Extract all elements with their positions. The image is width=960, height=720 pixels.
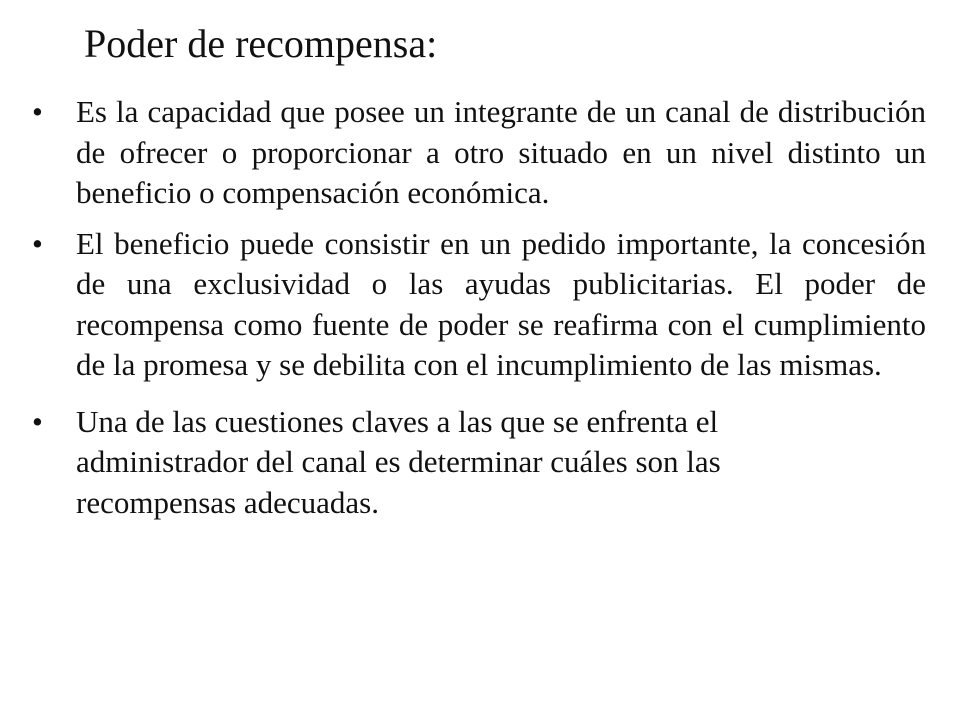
bullet-dot-icon: • bbox=[32, 403, 43, 439]
bullet-item bbox=[28, 402, 836, 524]
slide-title: Poder de recompensa: bbox=[84, 21, 438, 66]
bullet-text: El beneficio puede consistir en un pedido importante, la concesión de una exclusividad o las ayudas publicitarias. El poder de recompensa como fuente de poder se reafirma con el cumplimiento de la promesa y se debilita con el incumplimiento de las mismas. bbox=[76, 225, 926, 382]
bullet-dot-icon: • bbox=[32, 225, 43, 261]
bullet-text: Una de las cuestiones claves a las que se enfrenta el administrador del canal es determinar cuáles son las recompensas adecuadas. bbox=[76, 403, 721, 520]
bullet-item bbox=[28, 92, 926, 214]
bullet-dot-icon: • bbox=[32, 94, 43, 129]
bullet-item bbox=[28, 224, 926, 386]
bullet-list bbox=[28, 92, 926, 523]
bullet-text: Es la capacidad que posee un integrante de un canal de distribución de ofrecer o proporcionar a otro situado en un nivel distinto un beneficio o compensación económica. bbox=[76, 94, 926, 210]
